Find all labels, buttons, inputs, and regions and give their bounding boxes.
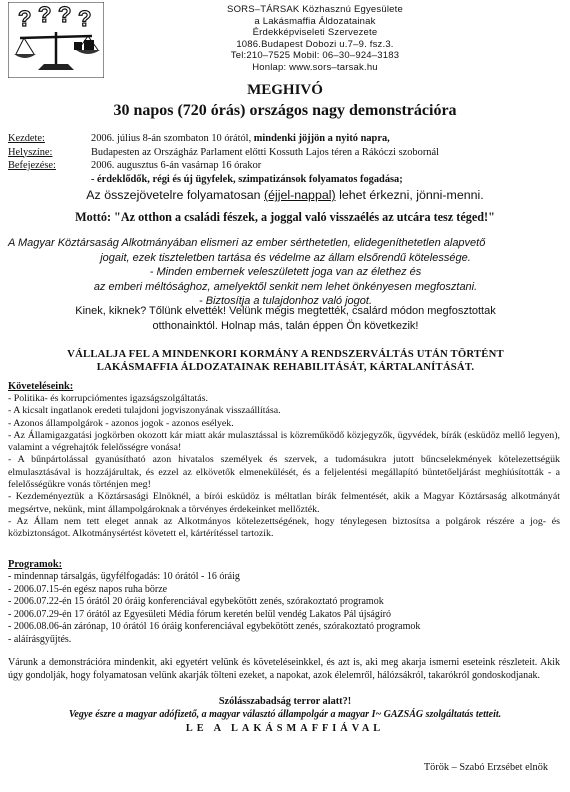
signature: Török – Szabó Erzsébet elnök xyxy=(423,762,548,773)
list-item: - 2006.07.15-én egész napos ruha börze xyxy=(8,583,168,595)
list-item: - A kicsalt ingatlanok eredeti tulajdoni jogviszonyának visszaállítása. xyxy=(8,405,281,417)
list-item: - Azonos állampolgárok - azonos jogok - azonos esélyek. xyxy=(8,417,234,429)
list-item: - mindennap társalgás, ügyfélfogadás: 10 órától - 16 óráig xyxy=(8,571,240,582)
programs-list xyxy=(8,571,560,647)
list-item: - 2006.07.22-én 15 órától 20 óráig konferenciával egybekötött zenés, szórakoztató programok xyxy=(8,596,384,608)
svg-text:?: ? xyxy=(58,2,72,27)
list-item: - A bűnpártolással gyanúsítható azon hivatalos személyek és szervek, a tudomásukra jutott bűncselekmények kötelezettségük elmulasztásával is hozzájárultak, és ezzel az elkövetők elmenekülését, és a feljelentési megállapító büntetőeljárást meghiúsították - a felelősségükre vonás történjen meg! xyxy=(8,454,560,491)
event-details xyxy=(8,132,563,186)
org-line: Érdekképviseleti Szervezete xyxy=(252,27,378,38)
taxpayer-line: Vegye észre a magyar adófizető, a magyar választó állampolgár a magyar I~ GAZSÁG szolgáltatás tetteit. xyxy=(68,709,502,720)
svg-text:?: ? xyxy=(78,6,92,31)
attendance-underlined: (éjjel-nappal) xyxy=(263,188,336,202)
demands-heading: Követeléseink: xyxy=(8,381,74,392)
place-text: Budapesten az Országház Parlament előtti Kossuth Lajos téren a Rákóczi szobornál xyxy=(91,146,439,158)
motto: Mottó: "Az otthon a családi fészek, a joggal való visszaélés az utcára tesz téged!" xyxy=(75,210,495,224)
svg-text:?: ? xyxy=(38,2,52,27)
demonstration-subtitle: 30 napos (720 órás) országos nagy demonstrációra xyxy=(113,102,457,119)
constitution-line: az emberi méltósághoz, amelyektől senkit nem lehet önkényesen megfosztani. xyxy=(93,280,478,293)
org-line: a Lakásmaffia Áldozatainak xyxy=(254,15,376,27)
demands-list xyxy=(8,393,560,541)
free-speech-line: Szólásszabadság terror alatt?! xyxy=(218,696,352,707)
attendance-pre: Az összejövetelre folyamatosan xyxy=(86,188,264,202)
start-label: Kezdete: xyxy=(8,133,45,144)
organization-header xyxy=(150,4,480,73)
list-item: - 2006.08.06-án zárónap, 10 órától 16 óráig konferenciával egybekötött zenés, szórakoztató programok xyxy=(8,621,421,633)
org-phone: Tel:210–7525 Mobil: 06–30–924–3183 xyxy=(230,50,400,61)
start-row xyxy=(8,132,563,146)
place-row xyxy=(8,146,563,160)
list-item: - Kezdeményeztük a Köztársasági Elnöknél, a bírói esküdöz is méltatlan bírák felmentését, akik a Magyar Köztársaság alkotmányát megsértve, nekünk, mint állampolgároknak a törvényes érdekeinket mellőzték. xyxy=(8,491,560,515)
constitution-quote xyxy=(8,236,563,309)
demand-caps-line: LAKÁSMAFFIA ÁLDOZATAINAK REHABILITÁSÁT, KÁRTALANÍTÁSÁT. xyxy=(96,360,475,373)
svg-text:?: ? xyxy=(18,6,32,31)
place-label: Helyszíne: xyxy=(8,146,53,158)
list-item: - 2006.07.29-én 17 órától az Egyesületi Média fórum keretén belül vendég Lakatos Pál újságíró xyxy=(8,608,391,620)
visitors-note xyxy=(8,173,563,187)
org-address: 1086.Budapest Dobozi u.7–9. fsz.3. xyxy=(236,38,394,50)
closing-paragraph: Várunk a demonstrációra mindenkit, aki egyetért velünk és követeléseinkkel, és azt is, aki meg akarja ismerni eseteink részleteit. Akik úgy gondolják, hogy folyamatosan velünk akarják tölteni ezeket, a napokat, azok élelemről, hálózsákról, takarókról gondoskodjanak. xyxy=(8,657,560,681)
list-item: - Az Államigazgatási jogkörben okozott kár miatt akár mulasztással is közreműködő közjegyzők, ügyvédek, bírák (esküdöz mellő legyen), valamint a végrehajtók felelősségre vonása! xyxy=(8,429,560,454)
constitution-line: jogait, ezek tiszteletben tartása és védelme az állam elsőrendű kötelessége. xyxy=(100,251,471,264)
start-date: 2006. július 8-án szombaton 10 órától, xyxy=(91,133,254,144)
warning-line: Kinek, kiknek? Tőlünk elvették! Velünk mégis megtették, csalárd módon megfosztottak xyxy=(75,305,496,317)
list-item: - aláírásgyűjtés. xyxy=(8,633,72,645)
invitation-title: MEGHIVÓ xyxy=(247,82,323,98)
start-emphasis: mindenki jöjjön a nyitó napra, xyxy=(253,133,390,144)
government-demand xyxy=(8,348,563,373)
scale-logo xyxy=(8,2,104,78)
balance-scale-icon xyxy=(8,2,104,78)
warning-line: otthonainktól. Holnap más, talán éppen Ön következik! xyxy=(152,319,419,332)
attendance-post: lehet érkezni, jönni-menni. xyxy=(335,188,484,202)
warning-text xyxy=(8,304,563,333)
org-website: Honlap: www.sors–tarsak.hu xyxy=(252,61,378,73)
end-row xyxy=(8,159,563,173)
end-text: 2006. augusztus 6-án vasárnap 16 órakor xyxy=(91,160,262,171)
constitution-line: - Biztosítja a tulajdonhoz való jogot. xyxy=(198,295,373,308)
programs-heading: Programok: xyxy=(8,559,63,570)
constitution-line: A Magyar Köztársaság Alkotmányában elismeri az ember sérthetetlen, elidegeníthetetlen alapvető xyxy=(8,237,486,249)
slogan: LE A LAKÁSMAFFIÁVAL xyxy=(185,723,385,734)
start-text xyxy=(91,132,390,146)
constitution-line: - Minden embernek veleszületett joga van az élethez és xyxy=(149,266,422,279)
end-label: Befejezése: xyxy=(8,160,56,171)
visitors-note-text: - érdeklődők, régi és új ügyfelek, szimpatizánsok folyamatos fogadása; xyxy=(91,173,403,185)
org-line: SORS–TÁRSAK Közhasznú Egyesülete xyxy=(227,4,403,15)
list-item: - Az Állam nem tett eleget annak az Alkotmányos kötelezettségének, hogy ténylegesen biztosítsa a polgárok részére a jog- és közbiztonságot. Alkotmánysértést követett el, kártérítéssel tartozik. xyxy=(8,515,560,540)
attendance-note xyxy=(0,188,570,202)
list-item: - Politika- és korrupciómentes igazságszolgáltatás. xyxy=(8,393,208,404)
demand-caps-line: VÁLLALJA FEL A MINDENKORI KORMÁNY A RENDSZERVÁLTÁS UTÁN TÖRTÉNT xyxy=(67,348,504,360)
